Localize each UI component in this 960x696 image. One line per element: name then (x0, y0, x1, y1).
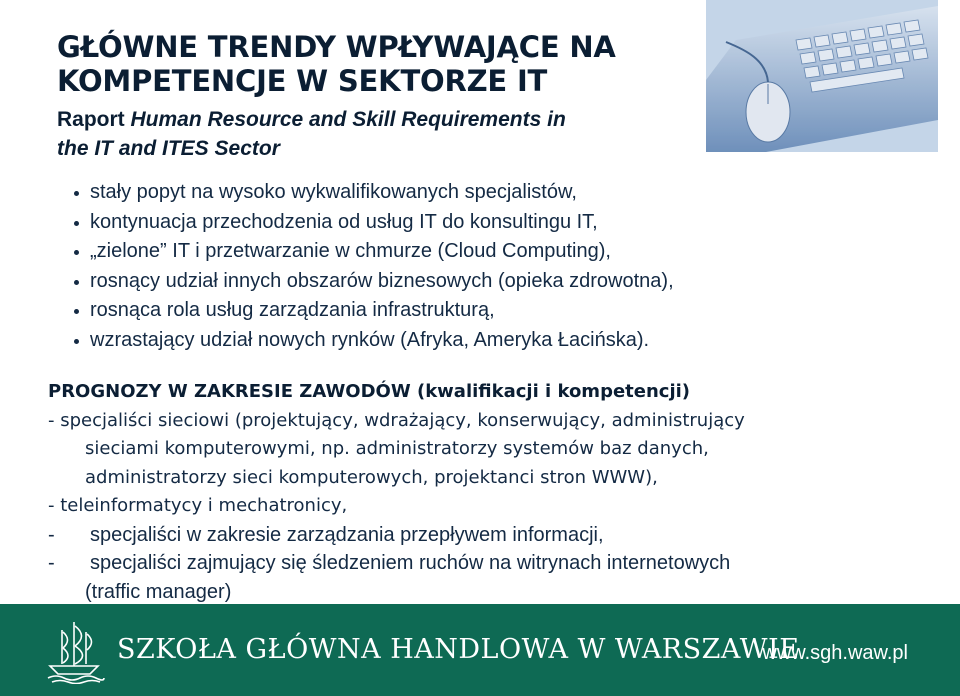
list-item: „zielone” IT i przetwarzanie w chmurze (Cloud Computing), (48, 237, 674, 267)
forecast-section (48, 378, 745, 606)
forecast-item-1-line-3: administratorzy sieci komputerowych, projektanci stron WWW), (85, 466, 658, 488)
forecast-item-3 (48, 521, 745, 550)
subtitle-italic-2: the IT and ITES Sector (57, 137, 280, 160)
list-item: rosnący udział innych obszarów biznesowych (opieka zdrowotna), (48, 267, 674, 297)
report-subtitle (57, 105, 566, 163)
subtitle-lead: Raport (57, 108, 131, 131)
forecast-item-2: - teleinformatycy i mechatronicy, (48, 495, 348, 516)
school-url: www.sgh.waw.pl (762, 642, 908, 664)
dash-marker: - (48, 523, 55, 546)
keyboard-photo-icon (706, 0, 938, 152)
list-item: stały popyt na wysoko wykwalifikowanych specjalistów, (48, 178, 674, 208)
title-line-2: KOMPETENCJE W SEKTORZE IT (57, 64, 548, 98)
forecast-item-1-line-2: sieciami komputerowymi, np. administratorzy systemów baz danych, (85, 438, 709, 459)
school-name: SZKOŁA GŁÓWNA HANDLOWA W WARSZAWIE (117, 634, 800, 665)
forecast-item-3-text: specjaliści w zakresie zarządzania przepływem informacji, (90, 523, 604, 546)
forecast-item-4-line-2: (traffic manager) (85, 580, 232, 603)
trends-list (48, 178, 674, 356)
list-item: rosnąca rola usług zarządzania infrastrukturą, (48, 296, 674, 326)
slide-title (57, 30, 616, 98)
footer-bar (0, 604, 960, 696)
sgh-ship-logo-icon (42, 616, 106, 684)
forecast-heading: PROGNOZY W ZAKRESIE ZAWODÓW (kwalifikacji i kompetencji) (48, 381, 691, 402)
forecast-item-4-text: specjaliści zajmujący się śledzeniem ruchów na witrynach internetowych (90, 552, 731, 574)
list-item: wzrastający udział nowych rynków (Afryka, Ameryka Łacińska). (48, 326, 674, 356)
keyboard-mouse-photo (706, 0, 938, 152)
subtitle-italic-1: Human Resource and Skill Requirements in (130, 108, 566, 131)
forecast-item-4 (48, 549, 745, 578)
forecast-item-1-line-1: - specjaliści sieciowi (projektujący, wdrażający, konserwujący, administrujący (48, 409, 745, 431)
dash-marker: - (48, 552, 55, 574)
title-line-1: GŁÓWNE TRENDY WPŁYWAJĄCE NA (57, 30, 616, 64)
list-item: kontynuacja przechodzenia od usług IT do konsultingu IT, (48, 208, 674, 238)
